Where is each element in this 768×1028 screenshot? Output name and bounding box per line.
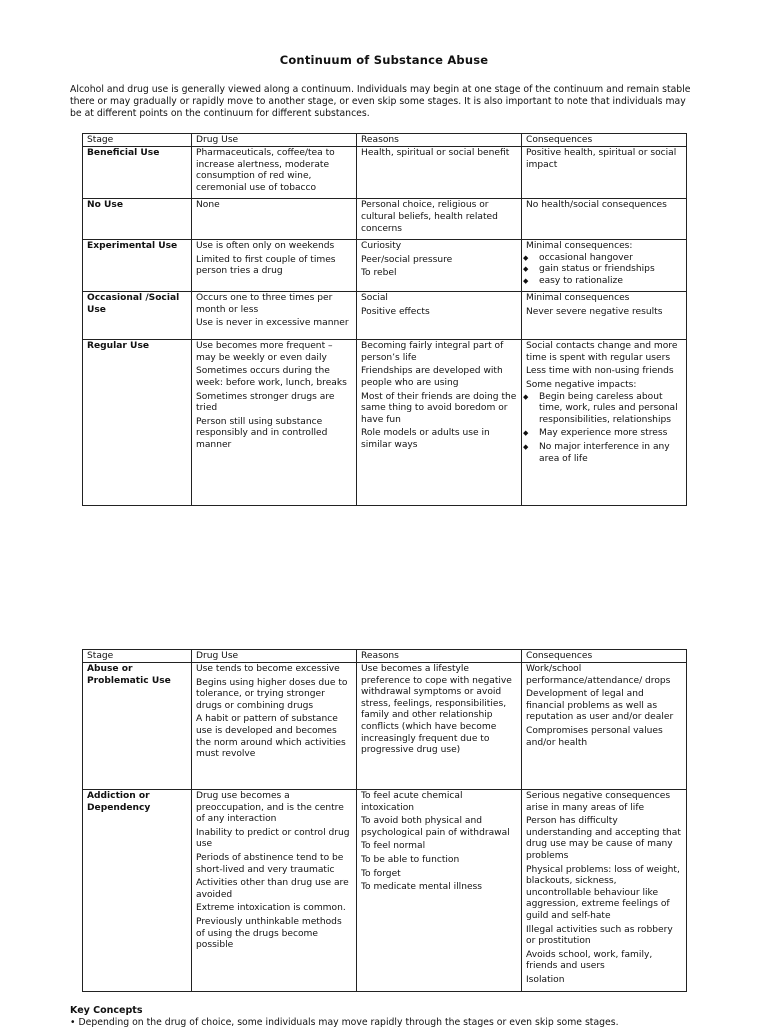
cell-text: Most of their friends are doing the same thing to avoid boredom or have fun (361, 391, 517, 425)
cell-text: Occurs one to three times per month or less (196, 293, 333, 315)
cell-text: Minimal consequences (526, 293, 630, 304)
consequences-cell (522, 790, 687, 992)
drug-use-cell (192, 147, 357, 199)
table-row (83, 663, 687, 790)
cell-text: Never severe negative results (526, 306, 663, 317)
cell-text: Use becomes a lifestyle preference to cope with negative withdrawal symptoms or avoid stress, feelings, responsibilities, family and other relationship conflicts (which have become increasingly frequent due to progressive drug use) (361, 664, 512, 756)
stage-cell: No Use (83, 199, 192, 240)
bullet-item: ◆ May experience more stress (526, 428, 682, 440)
header-stage: Stage (83, 650, 192, 663)
cell-text: Peer/social pressure (361, 254, 453, 265)
cell-text: Use is never in excessive manner (196, 318, 349, 329)
consequences-cell (522, 340, 687, 506)
cell-text: Physical problems: loss of weight, blackouts, sickness, uncontrollable behaviour like aggression, extreme feelings of guild and self-hate (526, 864, 680, 921)
cell-text: Serious negative consequences arise in many areas of life (526, 791, 671, 813)
stage-cell: Beneficial Use (83, 147, 192, 199)
reasons-cell (357, 240, 522, 292)
bullet-item: ◆ gain status or friendships (526, 264, 682, 276)
table-row (83, 199, 687, 240)
cell-text: Positive effects (361, 306, 430, 317)
cell-text: Extreme intoxication is common. (196, 903, 346, 914)
cell-text: Previously unthinkable methods (196, 916, 342, 927)
cell-text: Limited to first couple of times person tries a drug (196, 254, 336, 277)
cell-text: To medicate mental illness (361, 882, 483, 893)
table-row (83, 790, 687, 992)
cell-text: Social contacts change and more time is spent with regular users (526, 341, 678, 363)
reasons-cell (357, 790, 522, 992)
cell-text: Role models or adults use in similar ways (361, 428, 490, 450)
cell-text: Inability to predict or control drug use (196, 827, 350, 850)
drug-use-cell (192, 199, 357, 240)
drug-use-cell (192, 790, 357, 992)
key-concepts-heading: Key Concepts (70, 1005, 143, 1016)
cell-text: Isolation (526, 974, 565, 985)
reasons-cell (357, 340, 522, 506)
cell-text: Avoids school, work, family, friends and users (526, 949, 653, 972)
cell-text: Curiosity (361, 241, 402, 252)
bullet-item: ◆ occasional hangover (526, 253, 682, 265)
reasons-cell (357, 663, 522, 790)
cell-text: Sometimes stronger drugs are tried (196, 391, 335, 414)
cell-text: Sometimes occurs during the week: before work, lunch, breaks (196, 366, 347, 388)
stage-cell: Regular Use (83, 340, 192, 506)
bullet-list (526, 253, 682, 288)
stage-cell: Abuse or Problematic Use (83, 663, 192, 790)
cell-text: None (196, 200, 220, 211)
consequences-cell (522, 663, 687, 790)
cell-text: Drug use becomes a preoccupation, and is the centre of any interaction (196, 791, 344, 825)
cell-text: Activities other than drug use are avoided (196, 878, 349, 900)
cell-text: Compromises personal values and/or health (526, 725, 663, 748)
continuum-table-1 (82, 133, 687, 506)
bullet-item: ◆ No major interference in any area of life (526, 442, 682, 465)
continuum-table-2 (82, 649, 687, 992)
bullet-item: ◆ Begin being careless about time, work, rules and personal responsibilities, relationships (526, 392, 682, 427)
drug-use-cell (192, 663, 357, 790)
consequences-cell (522, 292, 687, 340)
table-row (83, 292, 687, 340)
table-row (83, 147, 687, 199)
header-drug-use: Drug Use (192, 134, 357, 147)
cell-text: Development of legal and financial problems as well as reputation as user and/or dealer (526, 689, 674, 723)
drug-use-cell (192, 292, 357, 340)
cell-text: To rebel (361, 268, 397, 279)
stage-cell: Addiction or Dependency (83, 790, 192, 992)
reasons-cell (357, 199, 522, 240)
cell-text: Illegal activities such as robbery or prostitution (526, 924, 673, 947)
table-row (83, 240, 687, 292)
cell-text: Social (361, 293, 388, 304)
cell-text: A habit or pattern of substance use is developed and becomes the norm around which activities must revolve (196, 714, 346, 760)
cell-text: Health, spiritual or social benefit (361, 148, 510, 158)
cell-text: Positive health, spiritual or social impact (526, 148, 677, 170)
stage-cell: Occasional /Social Use (83, 292, 192, 340)
header-consequences: Consequences (522, 650, 687, 663)
cell-text: Less time with non-using friends (526, 366, 674, 377)
cell-text: Becoming fairly integral part of person’s life (361, 341, 504, 363)
header-reasons: Reasons (357, 134, 522, 147)
header-row (83, 650, 687, 663)
header-row (83, 134, 687, 147)
drug-use-cell (192, 240, 357, 292)
intro-paragraph: Alcohol and drug use is generally viewed along a continuum. Individuals may begin at one stage of the continuum and remain stable there or may gradually or rapidly move to another stage, or even skip some stages. It is also important to note that individuals may be at different points on the continuum for different substances. (70, 84, 691, 119)
reasons-cell (357, 147, 522, 199)
header-reasons: Reasons (357, 650, 522, 663)
consequences-cell (522, 199, 687, 240)
bullet-item: ◆ easy to rationalize (526, 276, 682, 288)
cell-text: Periods of abstinence tend to be short-lived and very traumatic (196, 852, 344, 875)
cell-text: Work/school performance/attendance/ drops (526, 664, 671, 686)
drug-use-cell (192, 340, 357, 506)
cell-text: Use becomes more frequent – may be weekly or even daily (196, 341, 333, 363)
cell-text: Person still using substance responsibly and in controlled manner (196, 416, 328, 450)
cell-text: Begins using higher doses due to tolerance, or trying stronger drugs or combining drugs (196, 677, 348, 711)
consequences-cell (522, 240, 687, 292)
header-stage: Stage (83, 134, 192, 147)
key-concepts-line: • Depending on the drug of choice, some individuals may move rapidly through the stages or even skip some stages. (70, 1017, 619, 1028)
cell-text: To forget (361, 868, 401, 879)
cell-text: Some negative impacts: (526, 379, 637, 390)
cell-text: To be able to function (361, 854, 460, 865)
cell-text: Friendships are developed with people who are using (361, 366, 503, 388)
cell-text: Person has difficulty understanding and accepting that drug use may be cause of many problems (526, 816, 681, 861)
reasons-cell (357, 292, 522, 340)
cell-text: No health/social consequences (526, 200, 667, 211)
cell-text: To avoid both physical and psychological pain of withdrawal (361, 816, 510, 838)
page-title: Continuum of Substance Abuse (279, 53, 489, 67)
cell-text: Use is often only on weekends (196, 241, 335, 252)
cell-text: Personal choice, religious or cultural beliefs, health related concerns (361, 200, 498, 234)
cell-text: To feel acute chemical intoxication (361, 791, 463, 813)
bullet-list (526, 392, 682, 466)
cell-text: Use tends to become excessive (196, 664, 340, 674)
header-consequences: Consequences (522, 134, 687, 147)
cell-text: To feel normal (361, 841, 426, 852)
table-row (83, 340, 687, 506)
cell-text: Minimal consequences: (526, 241, 633, 252)
stage-cell: Experimental Use (83, 240, 192, 292)
cell-text: of using the drugs become possible (196, 928, 318, 951)
header-drug-use: Drug Use (192, 650, 357, 663)
cell-text: Pharmaceuticals, coffee/tea to increase alertness, moderate consumption of red wine, ceremonial use of tobacco (196, 148, 335, 193)
consequences-cell (522, 147, 687, 199)
